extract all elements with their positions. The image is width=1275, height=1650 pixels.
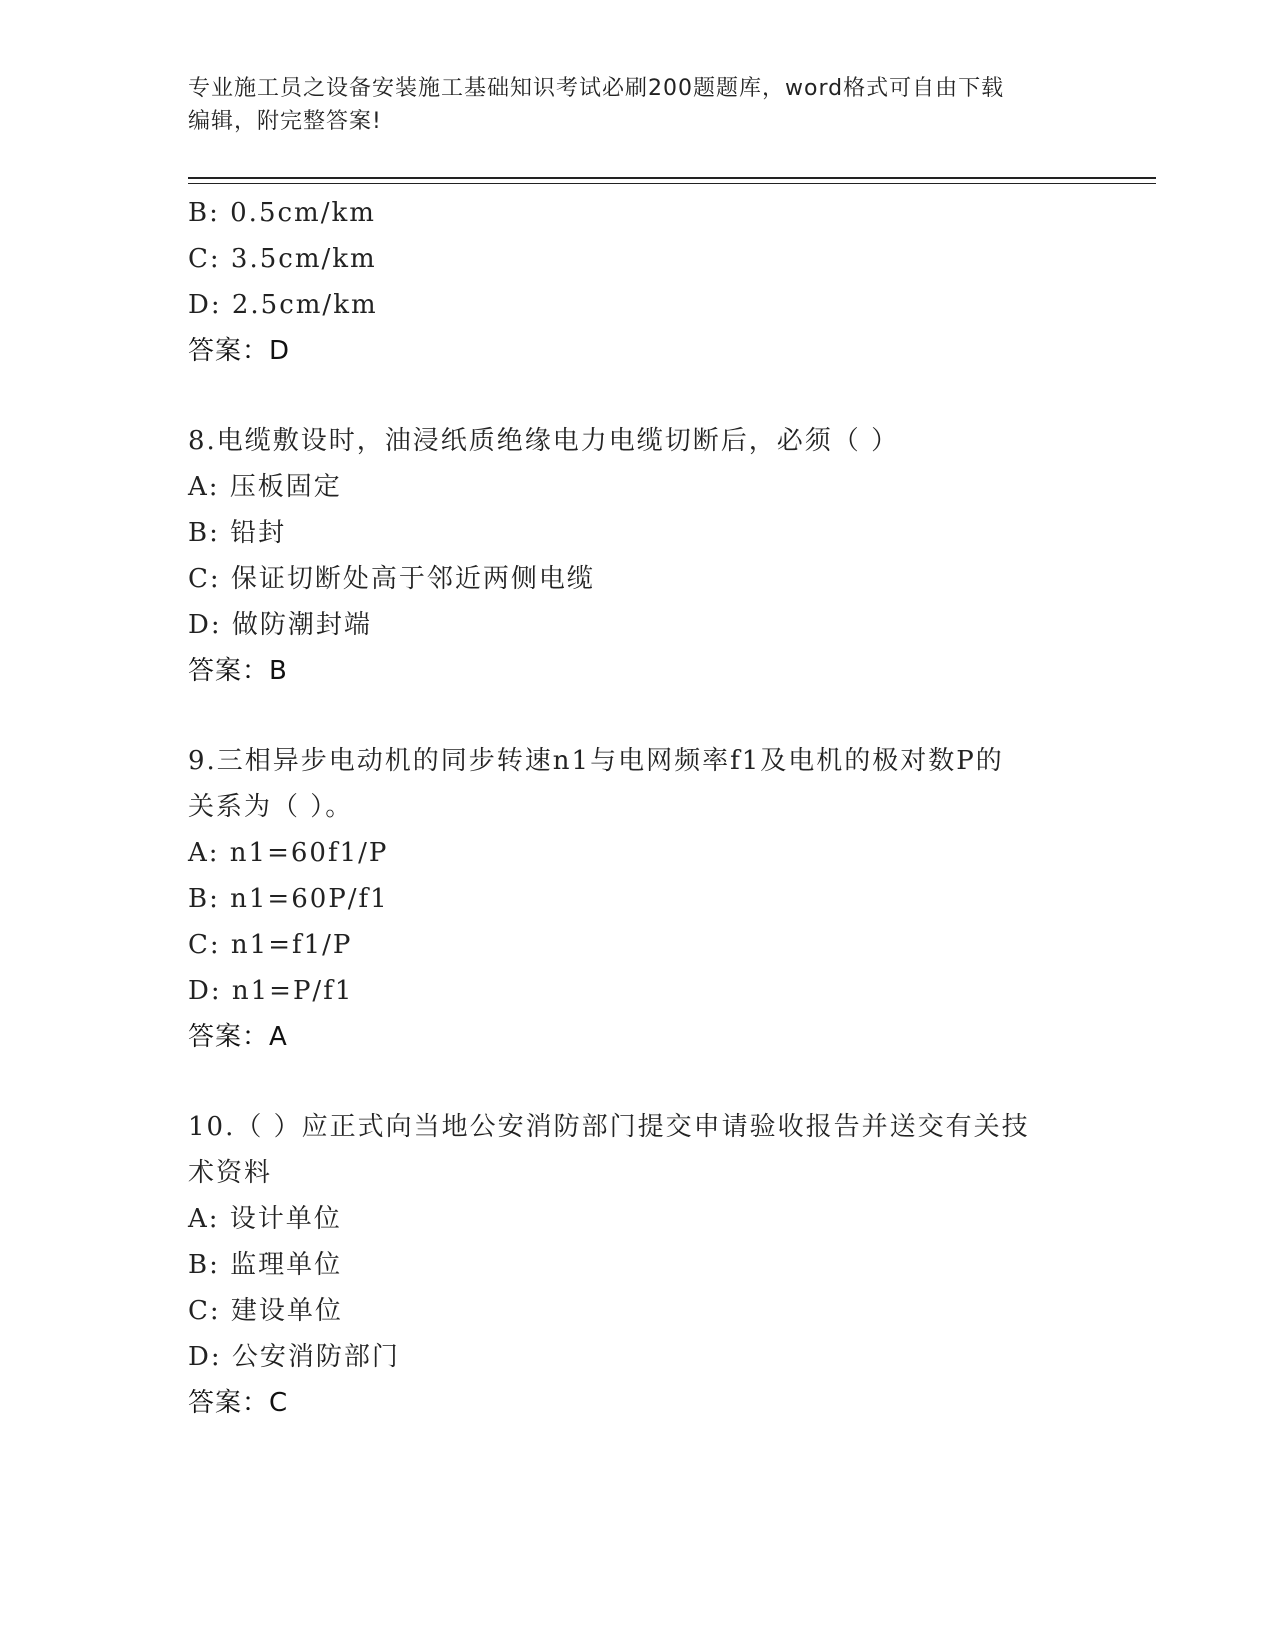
option-c: C: 3.5cm/km (188, 244, 377, 274)
question-list (188, 190, 1088, 1426)
answer-line: 答案：B (188, 656, 288, 686)
option-c: C: 保证切断处高于邻近两侧电缆 (188, 564, 595, 594)
option-c: C: n1=f1/P (188, 930, 353, 960)
header-line-1: 专业施工员之设备安装施工基础知识考试必刷200题题库，word格式可自由下载 (188, 76, 1005, 101)
option-a: A: n1=60f1/P (188, 838, 389, 868)
spacer (188, 694, 1088, 738)
option-b: B: n1=60P/f1 (188, 884, 389, 914)
option-b: B: 监理单位 (188, 1250, 343, 1280)
answer-line: 答案：C (188, 1388, 289, 1418)
option-d: D: 公安消防部门 (188, 1342, 400, 1372)
question-stem: 8.电缆敷设时，油浸纸质绝缘电力电缆切断后，必须（ ） (188, 426, 900, 456)
question-stem-line-1: 9.三相异步电动机的同步转速n1与电网频率f1及电机的极对数P的 (188, 746, 1004, 776)
option-d: D: 做防潮封端 (188, 610, 372, 640)
question-stem-line-2: 关系为（ ）。 (188, 792, 354, 822)
header-line-2: 编辑，附完整答案! (188, 109, 382, 134)
question-block-9 (188, 738, 1088, 1060)
option-b: B: 铅封 (188, 518, 287, 548)
spacer (188, 374, 1088, 418)
answer-line: 答案：A (188, 1022, 288, 1052)
option-a: A: 设计单位 (188, 1204, 342, 1234)
option-d: D: 2.5cm/km (188, 290, 378, 320)
question-block-8 (188, 418, 1088, 694)
option-b: B: 0.5cm/km (188, 198, 376, 228)
question-stem-line-2: 术资料 (188, 1158, 273, 1188)
option-a: A: 压板固定 (188, 472, 342, 502)
question-stem-line-1: 10.（ ）应正式向当地公安消防部门提交申请验收报告并送交有关技 (188, 1112, 1030, 1142)
document-header (188, 72, 1088, 138)
header-divider-thin (188, 183, 1156, 184)
header-divider-thick (188, 177, 1156, 179)
option-c: C: 建设单位 (188, 1296, 343, 1326)
question-block-10 (188, 1104, 1088, 1426)
question-block-prev (188, 190, 1088, 374)
answer-line: 答案：D (188, 336, 291, 366)
spacer (188, 1060, 1088, 1104)
option-d: D: n1=P/f1 (188, 976, 354, 1006)
